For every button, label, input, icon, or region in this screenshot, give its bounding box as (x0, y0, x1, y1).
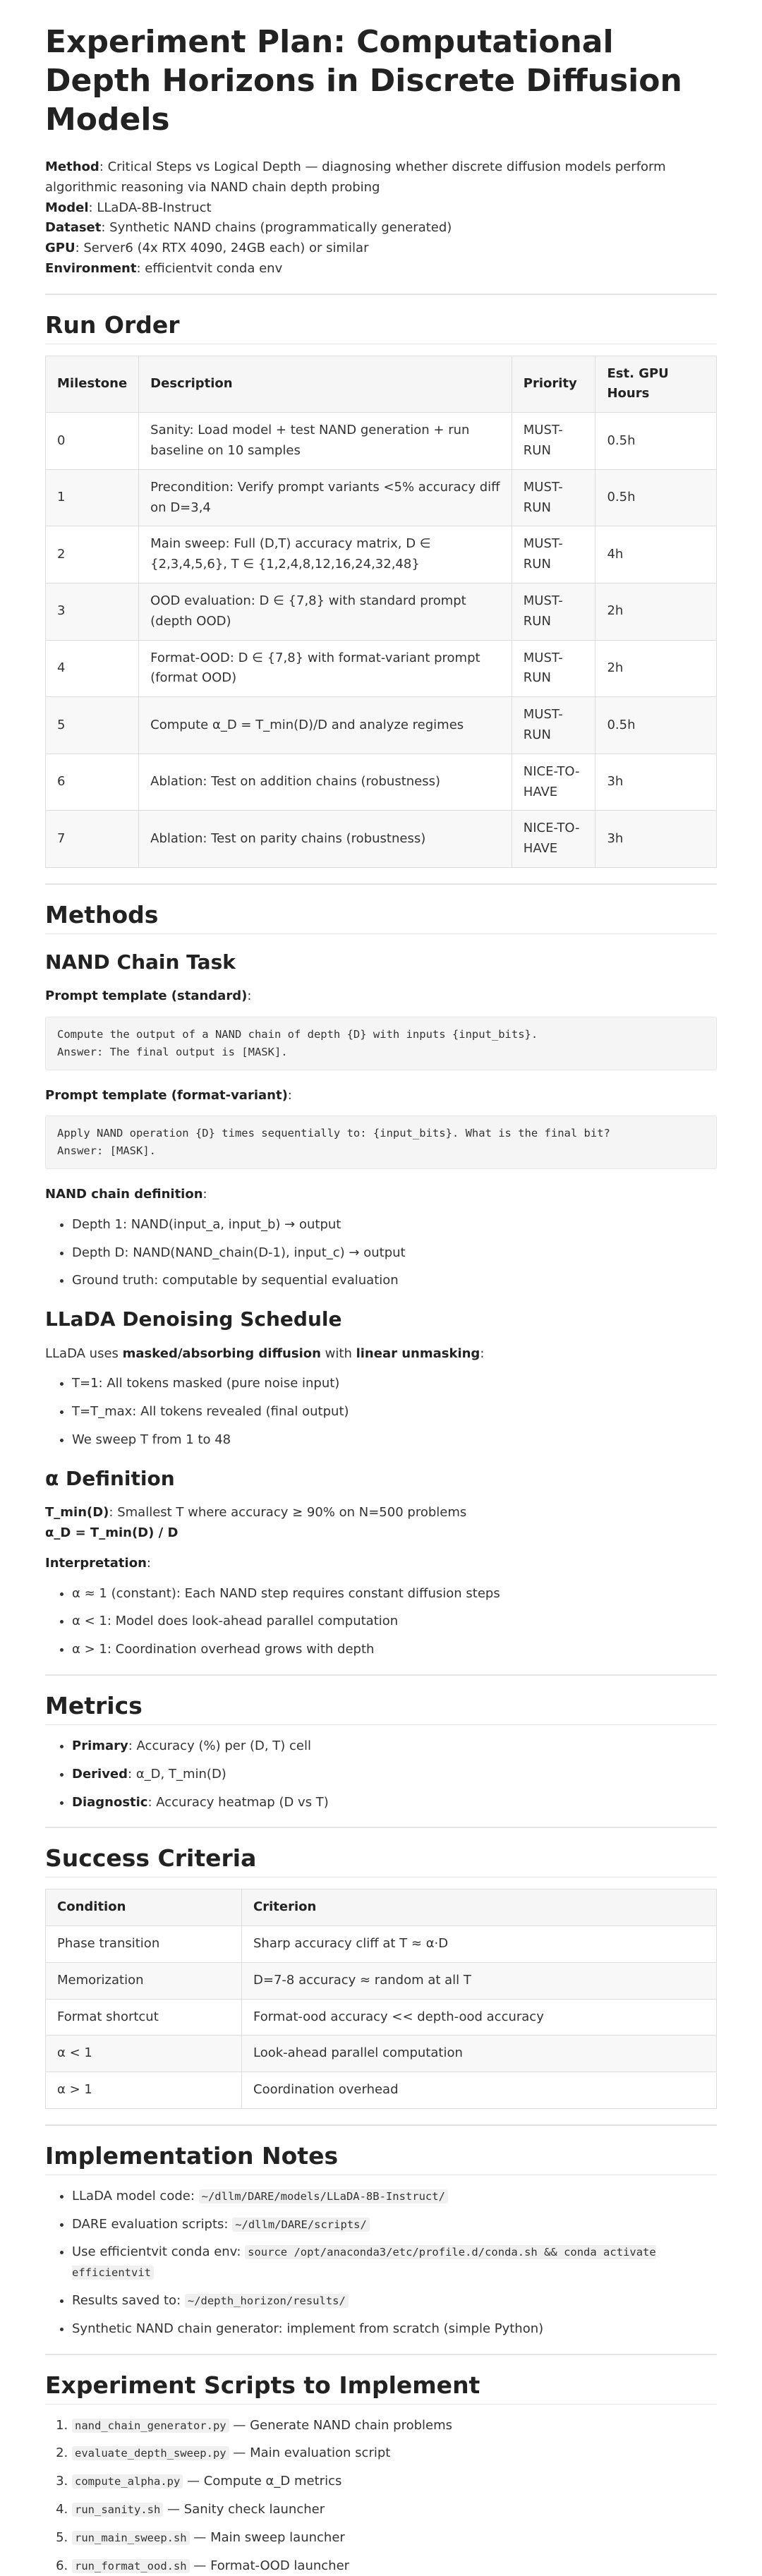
table-row (46, 754, 717, 811)
cell-condition: α > 1 (46, 2072, 242, 2109)
variant-prompt-code: Apply NAND operation {D} times sequentially to: {input_bits}. What is the final bit? Answer: [MASK]. (45, 1115, 717, 1169)
cell-milestone: 1 (46, 469, 139, 526)
run-order-table (45, 356, 717, 868)
list-item: • Use efficientvit conda env: source /opt/anaconda3/etc/profile.d/conda.sh && conda activate efficientvit (72, 2242, 717, 2283)
cell-milestone: 6 (46, 754, 139, 811)
list-item: • Depth D: NAND(NAND_chain(D-1), input_c) → output (72, 1243, 717, 1264)
code-path: ~/dllm/DARE/scripts/ (232, 2218, 370, 2232)
column-header-description: Description (139, 356, 512, 413)
standard-prompt-code: Compute the output of a NAND chain of depth {D} with inputs {input_bits}. Answer: The final output is [MASK]. (45, 1017, 717, 1070)
metrics-heading: Metrics (45, 1691, 717, 1725)
cell-condition: Phase transition (46, 1925, 242, 1962)
alpha-heading: α Definition (45, 1466, 175, 1490)
list-item: • Derived: α_D, T_min(D) (72, 1765, 717, 1785)
cell-gpu-hours: 3h (595, 754, 717, 811)
table-row (46, 526, 717, 583)
cell-milestone: 0 (46, 413, 139, 470)
table-row (46, 1962, 717, 1999)
list-item: • T=T_max: All tokens revealed (final output) (72, 1402, 717, 1422)
implementation-notes-heading: Implementation Notes (45, 2141, 717, 2175)
methods-heading: Methods (45, 900, 717, 934)
script-filename: run_format_ood.sh (72, 2559, 190, 2573)
code-path: ~/depth_horizon/results/ (185, 2294, 349, 2308)
code-path: ~/dllm/DARE/models/LLaDA-8B-Instruct/ (199, 2189, 448, 2203)
scripts-list (45, 2416, 717, 2576)
script-filename: run_sanity.sh (72, 2503, 163, 2517)
cell-milestone: 5 (46, 697, 139, 754)
cell-priority: MUST-RUN (512, 640, 595, 697)
nand-definition-label: NAND chain definition: (45, 1187, 207, 1202)
meta-block (45, 157, 717, 279)
cell-criterion: Sharp accuracy cliff at T ≈ α·D (242, 1925, 717, 1962)
column-header-gpu-hours: Est. GPU Hours (595, 356, 717, 413)
column-header-milestone: Milestone (46, 356, 139, 413)
cell-gpu-hours: 0.5h (595, 413, 717, 470)
scripts-heading: Experiment Scripts to Implement (45, 2371, 717, 2405)
cell-condition: Memorization (46, 1962, 242, 1999)
cell-description: Format-OOD: D ∈ {7,8} with format-variant prompt (format OOD) (139, 640, 512, 697)
cell-gpu-hours: 4h (595, 526, 717, 583)
alpha-formula: α_D = T_min(D) / D (45, 1525, 179, 1541)
meta-method: Method: Critical Steps vs Logical Depth — diagnosing whether discrete diffusion models perform algorithmic reasoning via NAND chain depth probing (45, 159, 666, 195)
list-item: • Ground truth: computable by sequential evaluation (72, 1271, 717, 1291)
cell-criterion: Format-ood accuracy << depth-ood accuracy (242, 1999, 717, 2036)
cell-criterion: Coordination overhead (242, 2072, 717, 2109)
cell-priority: NICE-TO-HAVE (512, 811, 595, 868)
metrics-list (45, 1736, 717, 1813)
cell-description: Main sweep: Full (D,T) accuracy matrix, D ∈ {2,3,4,5,6}, T ∈ {1,2,4,8,12,16,24,32,48} (139, 526, 512, 583)
table-row (46, 811, 717, 868)
cell-priority: MUST-RUN (512, 583, 595, 641)
cell-description: Ablation: Test on parity chains (robustness) (139, 811, 512, 868)
success-criteria-table (45, 1889, 717, 2109)
list-item: • α > 1: Coordination overhead grows with depth (72, 1640, 717, 1660)
interpretation-label: Interpretation: (45, 1555, 151, 1571)
list-item: 6. run_format_ood.sh — Format-OOD launcher (72, 2556, 717, 2576)
cell-criterion: Look-ahead parallel computation (242, 2036, 717, 2072)
cell-description: Precondition: Verify prompt variants <5% accuracy diff on D=3,4 (139, 469, 512, 526)
meta-environment: Environment: efficientvit conda env (45, 260, 283, 276)
column-header-criterion: Criterion (242, 1889, 717, 1926)
list-item: • T=1: All tokens masked (pure noise input) (72, 1374, 717, 1394)
cell-priority: MUST-RUN (512, 697, 595, 754)
list-item: • We sweep T from 1 to 48 (72, 1430, 717, 1451)
script-filename: compute_alpha.py (72, 2474, 183, 2489)
nand-definition-list (45, 1215, 717, 1291)
list-item: • Primary: Accuracy (%) per (D, T) cell (72, 1736, 717, 1757)
table-row (46, 2072, 717, 2109)
list-item: 5. run_main_sweep.sh — Main sweep launcher (72, 2528, 717, 2548)
cell-milestone: 2 (46, 526, 139, 583)
cell-condition: Format shortcut (46, 1999, 242, 2036)
divider (45, 2354, 717, 2355)
cell-description: Compute α_D = T_min(D)/D and analyze regimes (139, 697, 512, 754)
table-header-row (46, 1889, 717, 1926)
list-item: • α < 1: Model does look-ahead parallel computation (72, 1611, 717, 1632)
cell-gpu-hours: 0.5h (595, 469, 717, 526)
cell-description: Ablation: Test on addition chains (robustness) (139, 754, 512, 811)
cell-priority: MUST-RUN (512, 469, 595, 526)
cell-gpu-hours: 0.5h (595, 697, 717, 754)
script-filename: run_main_sweep.sh (72, 2531, 190, 2545)
divider (45, 1674, 717, 1676)
list-item: • DARE evaluation scripts: ~/dllm/DARE/scripts/ (72, 2215, 717, 2235)
script-filename: nand_chain_generator.py (72, 2419, 229, 2433)
code-command: source /opt/anaconda3/etc/profile.d/conda.sh && conda activate efficientvit (72, 2246, 656, 2280)
list-item: 2. evaluate_depth_sweep.py — Main evaluation script (72, 2443, 717, 2464)
divider (45, 883, 717, 885)
cell-gpu-hours: 2h (595, 640, 717, 697)
list-item: 1. nand_chain_generator.py — Generate NAND chain problems (72, 2416, 717, 2436)
nand-task-heading: NAND Chain Task (45, 950, 236, 974)
table-row (46, 1999, 717, 2036)
divider (45, 294, 717, 295)
cell-gpu-hours: 2h (595, 583, 717, 641)
list-item: • LLaDA model code: ~/dllm/DARE/models/LLaDA-8B-Instruct/ (72, 2187, 717, 2207)
implementation-notes-list (45, 2187, 717, 2340)
table-row (46, 413, 717, 470)
list-item: • Results saved to: ~/depth_horizon/results/ (72, 2291, 717, 2311)
cell-description: OOD evaluation: D ∈ {7,8} with standard prompt (depth OOD) (139, 583, 512, 641)
run-order-heading: Run Order (45, 310, 717, 344)
list-item: • Synthetic NAND chain generator: implement from scratch (simple Python) (72, 2319, 717, 2340)
cell-priority: MUST-RUN (512, 526, 595, 583)
variant-prompt-label: Prompt template (format-variant): (45, 1087, 292, 1103)
success-criteria-heading: Success Criteria (45, 1844, 717, 1877)
cell-gpu-hours: 3h (595, 811, 717, 868)
table-row (46, 2036, 717, 2072)
cell-priority: MUST-RUN (512, 413, 595, 470)
table-row (46, 1925, 717, 1962)
divider (45, 1827, 717, 1828)
cell-milestone: 3 (46, 583, 139, 641)
cell-criterion: D=7-8 accuracy ≈ random at all T (242, 1962, 717, 1999)
list-item: • Diagnostic: Accuracy heatmap (D vs T) (72, 1793, 717, 1813)
column-header-priority: Priority (512, 356, 595, 413)
meta-dataset: Dataset: Synthetic NAND chains (programmatically generated) (45, 220, 452, 236)
table-row (46, 469, 717, 526)
table-row (46, 583, 717, 641)
document-title: Experiment Plan: Computational Depth Horizons in Discrete Diffusion Models (45, 24, 682, 138)
list-item: • α ≈ 1 (constant): Each NAND step requires constant diffusion steps (72, 1584, 717, 1604)
list-item: 4. run_sanity.sh — Sanity check launcher (72, 2500, 717, 2520)
script-filename: evaluate_depth_sweep.py (72, 2446, 229, 2460)
table-row (46, 640, 717, 697)
interpretation-list (45, 1584, 717, 1660)
cell-milestone: 7 (46, 811, 139, 868)
meta-gpu: GPU: Server6 (4x RTX 4090, 24GB each) or similar (45, 241, 369, 256)
table-header-row (46, 356, 717, 413)
cell-milestone: 4 (46, 640, 139, 697)
table-row (46, 697, 717, 754)
schedule-heading: LLaDA Denoising Schedule (45, 1307, 342, 1331)
divider (45, 2124, 717, 2126)
column-header-condition: Condition (46, 1889, 242, 1926)
schedule-intro: LLaDA uses masked/absorbing diffusion with linear unmasking: (45, 1346, 485, 1361)
schedule-list (45, 1374, 717, 1450)
meta-model: Model: LLaDA-8B-Instruct (45, 200, 212, 215)
list-item: 3. compute_alpha.py — Compute α_D metrics (72, 2472, 717, 2492)
cell-condition: α < 1 (46, 2036, 242, 2072)
cell-description: Sanity: Load model + test NAND generation + run baseline on 10 samples (139, 413, 512, 470)
alpha-definition: T_min(D): Smallest T where accuracy ≥ 90% on N=500 problems α_D = T_min(D) / D (45, 1505, 467, 1541)
list-item: • Depth 1: NAND(input_a, input_b) → output (72, 1215, 717, 1235)
standard-prompt-label: Prompt template (standard): (45, 988, 252, 1004)
cell-priority: NICE-TO-HAVE (512, 754, 595, 811)
